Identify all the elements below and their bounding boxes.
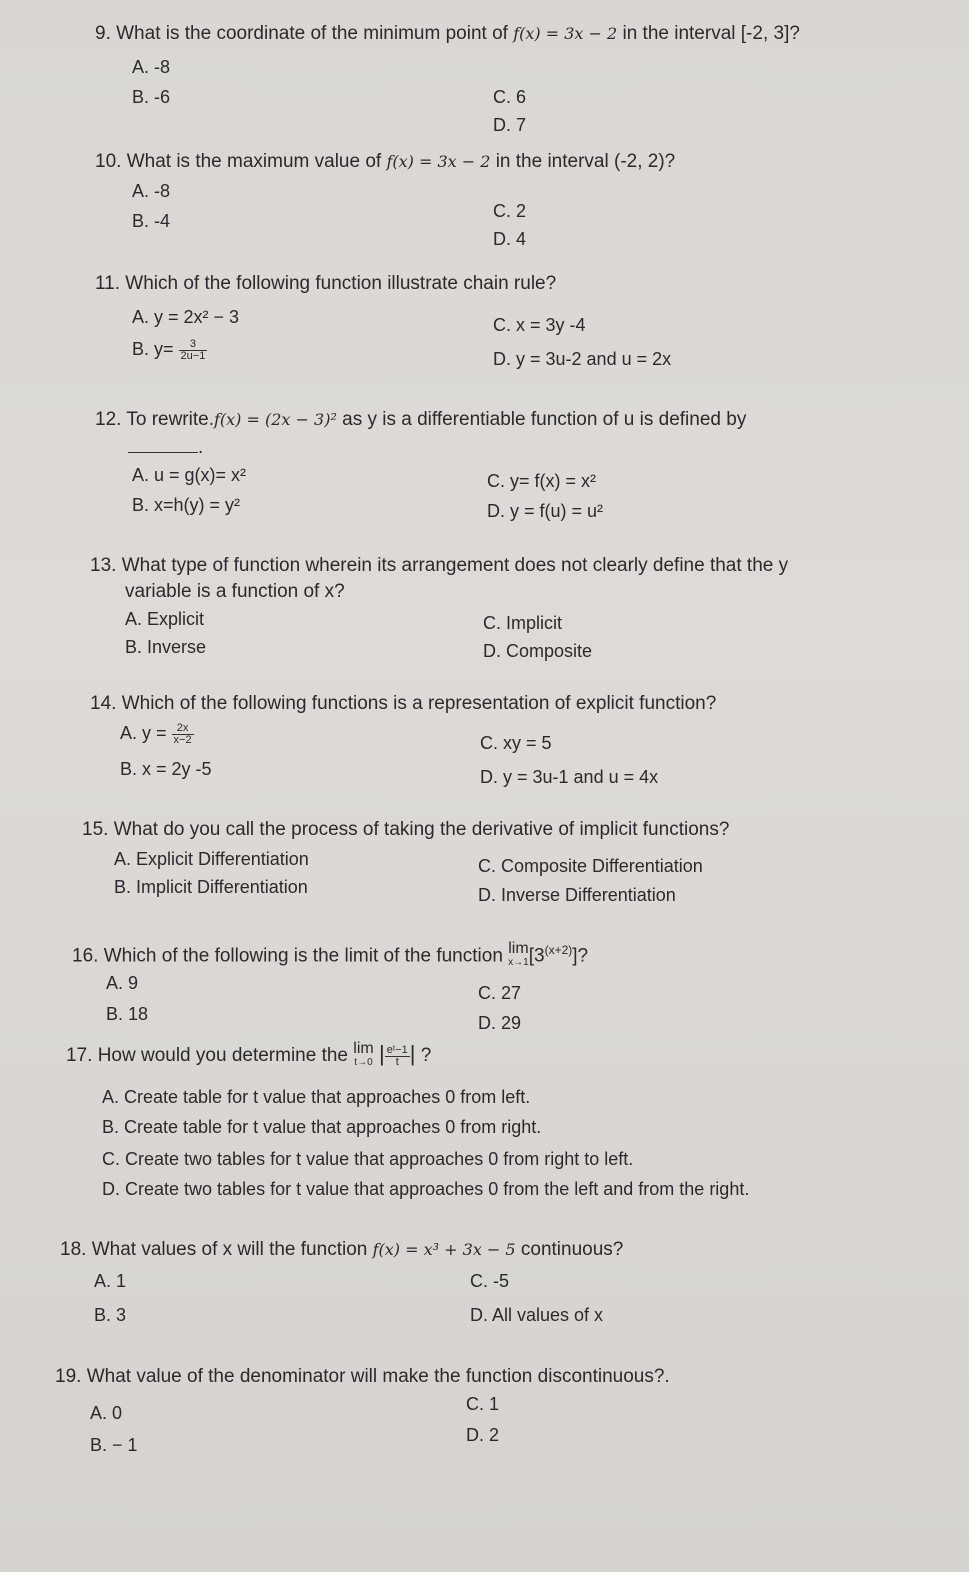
q16-option-c[interactable]: C. 27 bbox=[478, 983, 522, 1003]
q13-option-a[interactable]: A. Explicit bbox=[125, 609, 205, 629]
q19-option-b[interactable]: B. − 1 bbox=[90, 1435, 138, 1455]
question-10: 10. What is the maximum value of f(x) = 3x − 2 in the interval (-2, 2)? bbox=[95, 151, 676, 172]
q16-option-a[interactable]: A. 9 bbox=[106, 973, 139, 993]
q10-option-b[interactable]: B. -4 bbox=[132, 211, 171, 231]
function-expression: f(x) = x³ + 3x − 5 bbox=[372, 1240, 516, 1259]
question-18: 18. What values of x will the function f(x) = x³ + 3x − 5 continuous? bbox=[60, 1239, 624, 1260]
question-9: 9. What is the coordinate of the minimum point of f(x) = 3x − 2 in the interval [-2, 3]? bbox=[95, 23, 800, 44]
q12-option-c[interactable]: C. y= f(x) = x² bbox=[487, 471, 597, 491]
q18-option-d[interactable]: D. All values of x bbox=[470, 1305, 604, 1325]
question-15: 15. What do you call the process of taking the derivative of implicit functions? bbox=[82, 819, 730, 840]
q15-option-b[interactable]: B. Implicit Differentiation bbox=[114, 877, 308, 897]
question-12: 12. To rewrite.f(x) = (2x − 3)² as y is a differentiable function of u is defined by bbox=[95, 409, 747, 430]
q18-option-c[interactable]: C. -5 bbox=[470, 1271, 510, 1291]
question-16: 16. Which of the following is the limit of the function lim x→1 $[3^{(x+2)}]$? bbox=[72, 940, 589, 969]
q13-option-c[interactable]: C. Implicit bbox=[483, 613, 563, 633]
fraction: $\frac{\text{eᵗ−1}}{t}$ bbox=[386, 1043, 408, 1068]
q11-option-b[interactable]: B. y= $\frac{3}{2u-1}$ bbox=[132, 337, 206, 362]
q9-option-b[interactable]: B. -6 bbox=[132, 87, 171, 107]
q14-option-c[interactable]: C. xy = 5 bbox=[480, 733, 552, 753]
q14-option-a[interactable]: A. y = $\frac{2x}{x-2}$ bbox=[120, 721, 192, 746]
q11-option-c[interactable]: C. x = 3y -4 bbox=[493, 315, 586, 335]
answer-blank: . bbox=[128, 436, 203, 460]
limit-notation: lim t→0 bbox=[353, 1040, 374, 1068]
q19-option-a[interactable]: A. 0 bbox=[90, 1403, 123, 1423]
fraction: $\frac{3}{2u-1}$ bbox=[180, 337, 206, 362]
question-19: 19. What value of the denominator will make the function discontinuous?. bbox=[55, 1366, 670, 1387]
q13-option-d[interactable]: D. Composite bbox=[483, 641, 593, 661]
q17-option-c[interactable]: C. Create two tables for t value that approaches 0 from right to left. bbox=[102, 1149, 634, 1169]
question-13-cont: variable is a function of x? bbox=[125, 581, 345, 602]
q9-option-c[interactable]: C. 6 bbox=[493, 87, 527, 107]
q10-option-a[interactable]: A. -8 bbox=[132, 181, 171, 201]
function-expression: f(x) = 3x − 2 bbox=[513, 24, 618, 43]
fraction: $\frac{2x}{x-2}$ bbox=[173, 721, 192, 746]
question-17: 17. How would you determine the lim t→0 | $\frac{\text{eᵗ−1}}{t}$ | ? bbox=[66, 1040, 432, 1068]
limit-notation: lim x→1 bbox=[508, 940, 529, 969]
q12-option-b[interactable]: B. x=h(y) = y² bbox=[132, 495, 241, 515]
q15-option-d[interactable]: D. Inverse Differentiation bbox=[478, 885, 676, 905]
q12-option-d[interactable]: D. y = f(u) = u² bbox=[487, 501, 604, 521]
q11-option-d[interactable]: D. y = 3u-2 and u = 2x bbox=[493, 349, 672, 369]
q15-option-a[interactable]: A. Explicit Differentiation bbox=[114, 849, 309, 869]
q19-option-c[interactable]: C. 1 bbox=[466, 1394, 500, 1414]
q12-option-a[interactable]: A. u = g(x)= x² bbox=[132, 465, 247, 485]
q11-option-a[interactable]: A. y = 2x² − 3 bbox=[132, 307, 240, 327]
question-14: 14. Which of the following functions is a representation of explicit function? bbox=[90, 693, 717, 714]
q15-option-c[interactable]: C. Composite Differentiation bbox=[478, 856, 703, 876]
q19-option-d[interactable]: D. 2 bbox=[466, 1425, 500, 1445]
q10-option-c[interactable]: C. 2 bbox=[493, 201, 527, 221]
q16-option-d[interactable]: D. 29 bbox=[478, 1013, 522, 1033]
q18-option-a[interactable]: A. 1 bbox=[94, 1271, 127, 1291]
q13-option-b[interactable]: B. Inverse bbox=[125, 637, 207, 657]
q9-option-d[interactable]: D. 7 bbox=[493, 115, 527, 135]
q14-option-b[interactable]: B. x = 2y -5 bbox=[120, 759, 212, 779]
function-expression: f(x) = (2x − 3)² bbox=[213, 410, 337, 429]
q18-option-b[interactable]: B. 3 bbox=[94, 1305, 127, 1325]
q10-option-d[interactable]: D. 4 bbox=[493, 229, 527, 249]
q17-option-b[interactable]: B. Create table for t value that approaches 0 from right. bbox=[102, 1117, 542, 1137]
q16-option-b[interactable]: B. 18 bbox=[106, 1004, 149, 1024]
q14-option-d[interactable]: D. y = 3u-1 and u = 4x bbox=[480, 767, 659, 787]
function-expression: f(x) = 3x − 2 bbox=[386, 152, 491, 171]
question-13: 13. What type of function wherein its arrangement does not clearly define that the y bbox=[90, 555, 789, 576]
question-11: 11. Which of the following function illustrate chain rule? bbox=[95, 273, 557, 294]
q17-option-a[interactable]: A. Create table for t value that approaches 0 from left. bbox=[102, 1087, 531, 1107]
q17-option-d[interactable]: D. Create two tables for t value that approaches 0 from the left and from the right. bbox=[102, 1179, 750, 1199]
q9-option-a[interactable]: A. -8 bbox=[132, 57, 171, 77]
